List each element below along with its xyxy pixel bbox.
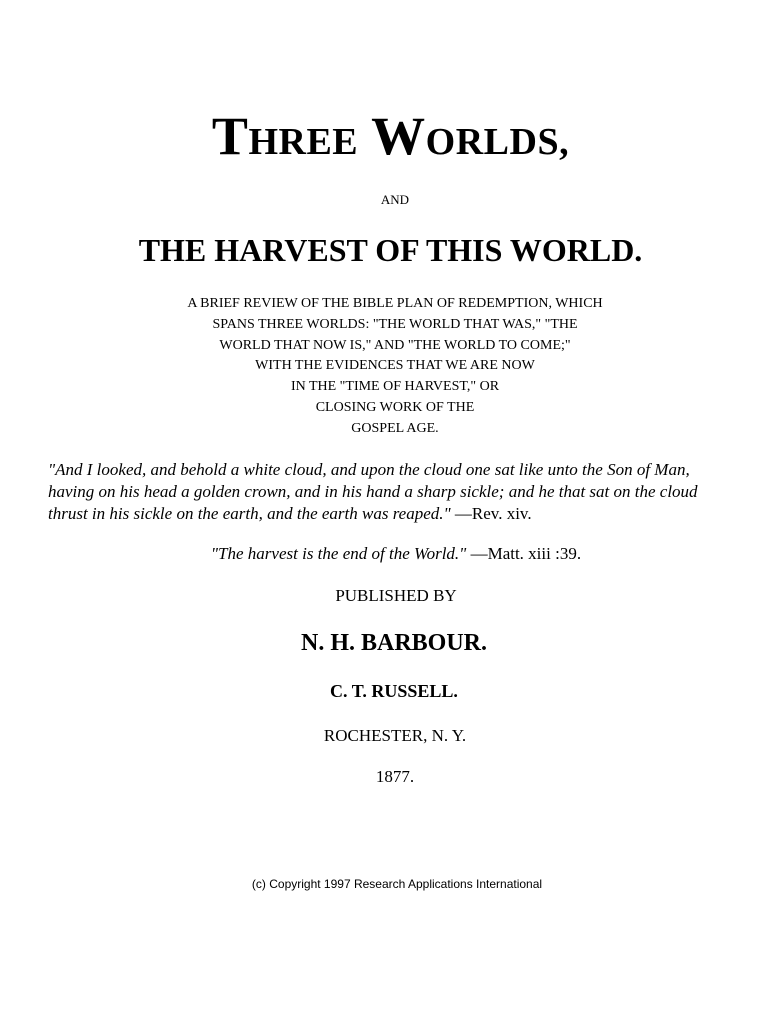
summary-line: SPANS THREE WORLDS: "THE WORLD THAT WAS," "THE bbox=[212, 316, 578, 332]
summary-line: CLOSING WORK OF THE bbox=[315, 399, 475, 415]
revelation-quote bbox=[48, 459, 738, 525]
subtitle: THE HARVEST OF THIS WORLD. bbox=[138, 232, 643, 268]
summary-line: IN THE "TIME OF HARVEST," OR bbox=[290, 379, 500, 395]
summary-line: WORLD THAT NOW IS," AND "THE WORLD TO COME;" bbox=[219, 337, 571, 353]
published-by: PUBLISHED BY bbox=[335, 586, 457, 605]
author-barbour: N. H. BARBOUR. bbox=[300, 630, 487, 656]
summary-block bbox=[0, 294, 768, 440]
author-russell: C. T. RUSSELL. bbox=[330, 681, 458, 701]
publication-year: 1877. bbox=[375, 767, 415, 786]
summary-line: WITH THE EVIDENCES THAT WE ARE NOW bbox=[255, 358, 535, 374]
harvest-quote bbox=[0, 543, 768, 565]
title-word2-initial: W bbox=[371, 106, 426, 166]
title-word1-initial: T bbox=[211, 106, 249, 166]
revelation-quote-reference: —Rev. xiv. bbox=[450, 504, 532, 523]
summary-line: GOSPEL AGE. bbox=[351, 420, 439, 436]
summary-line: A BRIEF REVIEW OF THE BIBLE PLAN OF REDEMPTION, WHICH bbox=[187, 296, 603, 311]
harvest-quote-text: "The harvest is the end of the World." bbox=[210, 544, 467, 563]
main-title bbox=[0, 106, 768, 172]
publication-place: ROCHESTER, N. Y. bbox=[323, 726, 467, 745]
title-word1-rest: HREE bbox=[248, 121, 359, 163]
and-connector: AND bbox=[380, 192, 410, 207]
harvest-quote-reference: —Matt. xiii :39. bbox=[466, 544, 582, 563]
copyright-notice: (c) Copyright 1997 Research Applications International bbox=[251, 877, 543, 891]
revelation-quote-text: "And I looked, and behold a white cloud, and upon the cloud one sat like unto the Son of Man, having on his head a golden crown, and in his hand a sharp sickle; and he that sat on the cloud thrust in his sickle on the earth, and the earth was reaped." bbox=[48, 460, 698, 523]
title-word2-rest: ORLDS, bbox=[425, 121, 570, 163]
